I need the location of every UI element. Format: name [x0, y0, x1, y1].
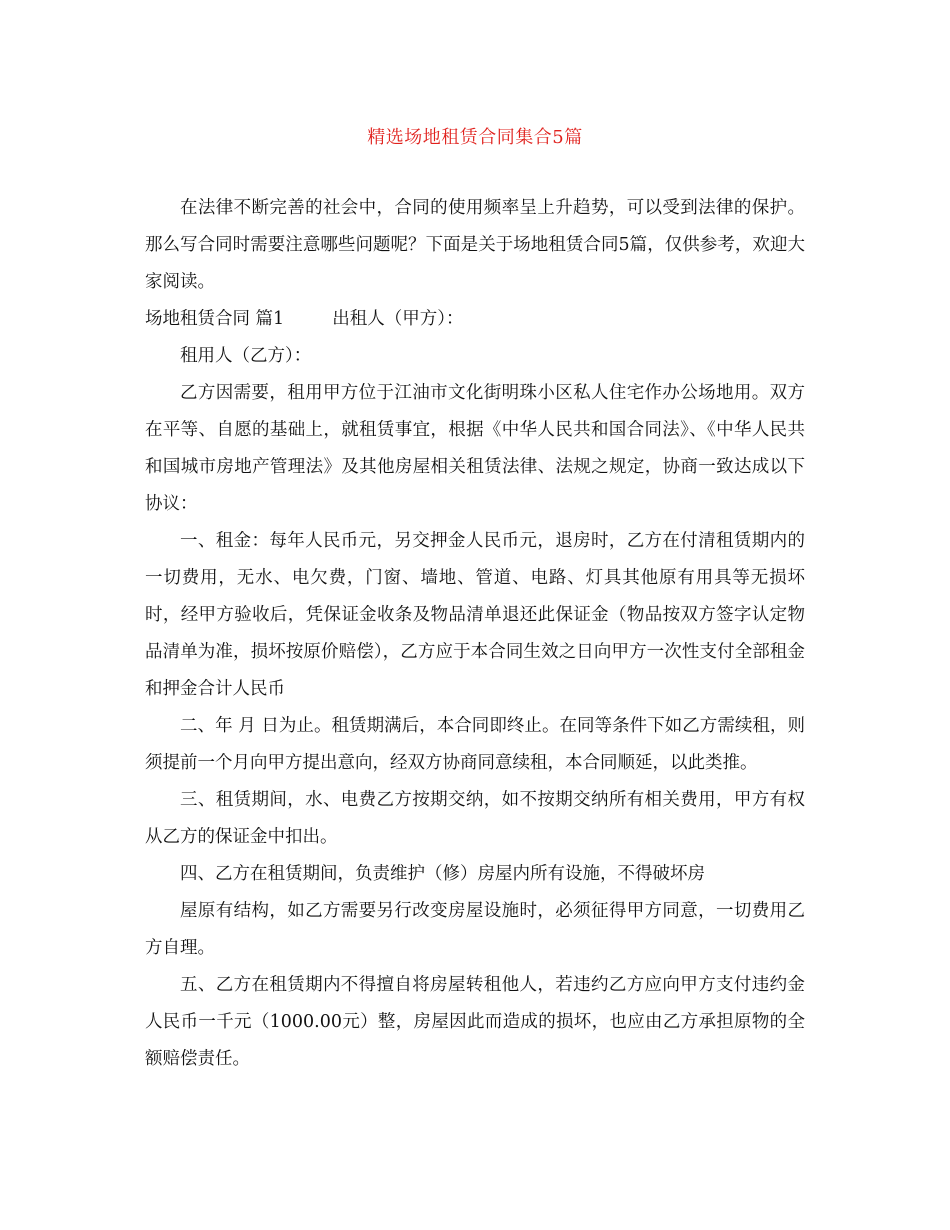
document-title: 精选场地租赁合同集合5篇 — [367, 127, 583, 148]
section-heading: 场地租赁合同 篇1 — [145, 309, 285, 329]
lessor-label: 出租人（甲方）： — [332, 309, 464, 329]
contract-paragraph: 二、年 月 日为止。租赁期满后，本合同即终止。在同等条件下如乙方需续租，则须提前一个月向甲方提出意向，经双方协商同意续租，本合同顺延，以此类推。 — [145, 716, 805, 773]
contract-paragraph: 三、租赁期间，水、电费乙方按期交纳，如不按期交纳所有相关费用，甲方有权从乙方的保证金中扣出。 — [145, 790, 805, 847]
document-body — [145, 190, 805, 1078]
contract-paragraph: 五、乙方在租赁期内不得擅自将房屋转租他人，若违约乙方应向甲方支付违约金人民币一千元（1000.00元）整，房屋因此而造成的损坏，也应由乙方承担原物的全额赔偿责任。 — [145, 975, 805, 1069]
intro-paragraph: 在法律不断完善的社会中，合同的使用频率呈上升趋势，可以受到法律的保护。那么写合同时需要注意哪些问题呢？下面是关于场地租赁合同5篇，仅供参考，欢迎大家阅读。 — [145, 198, 805, 292]
lessee-label: 租用人（乙方）： — [180, 346, 312, 366]
contract-paragraph: 乙方因需要，租用甲方位于江油市文化街明珠小区私人住宅作办公场地用。双方在平等、自愿的基础上，就租赁事宜，根据《中华人民共和国合同法》、《中华人民共和国城市房地产管理法》及其他房屋相关租赁法律、法规之规定，协商一致达成以下协议： — [145, 383, 805, 514]
contract-paragraph: 屋原有结构，如乙方需要另行改变房屋设施时，必须征得甲方同意，一切费用乙方自理。 — [145, 901, 805, 958]
contract-paragraph: 四、乙方在租赁期间，负责维护（修）房屋内所有设施，不得破坏房 — [180, 864, 705, 884]
section-heading-line — [145, 301, 805, 338]
contract-paragraph: 一、租金：每年人民币元，另交押金人民币元，退房时，乙方在付清租赁期内的一切费用，无水、电欠费，门窗、墙地、管道、电路、灯具其他原有用具等无损坏时，经甲方验收后，凭保证金收条及物品清单退还此保证金（物品按双方签字认定物品清单为准，损坏按原价赔偿），乙方应于本合同生效之日向甲方一次性支付全部租金和押金合计人民币 — [145, 531, 805, 699]
